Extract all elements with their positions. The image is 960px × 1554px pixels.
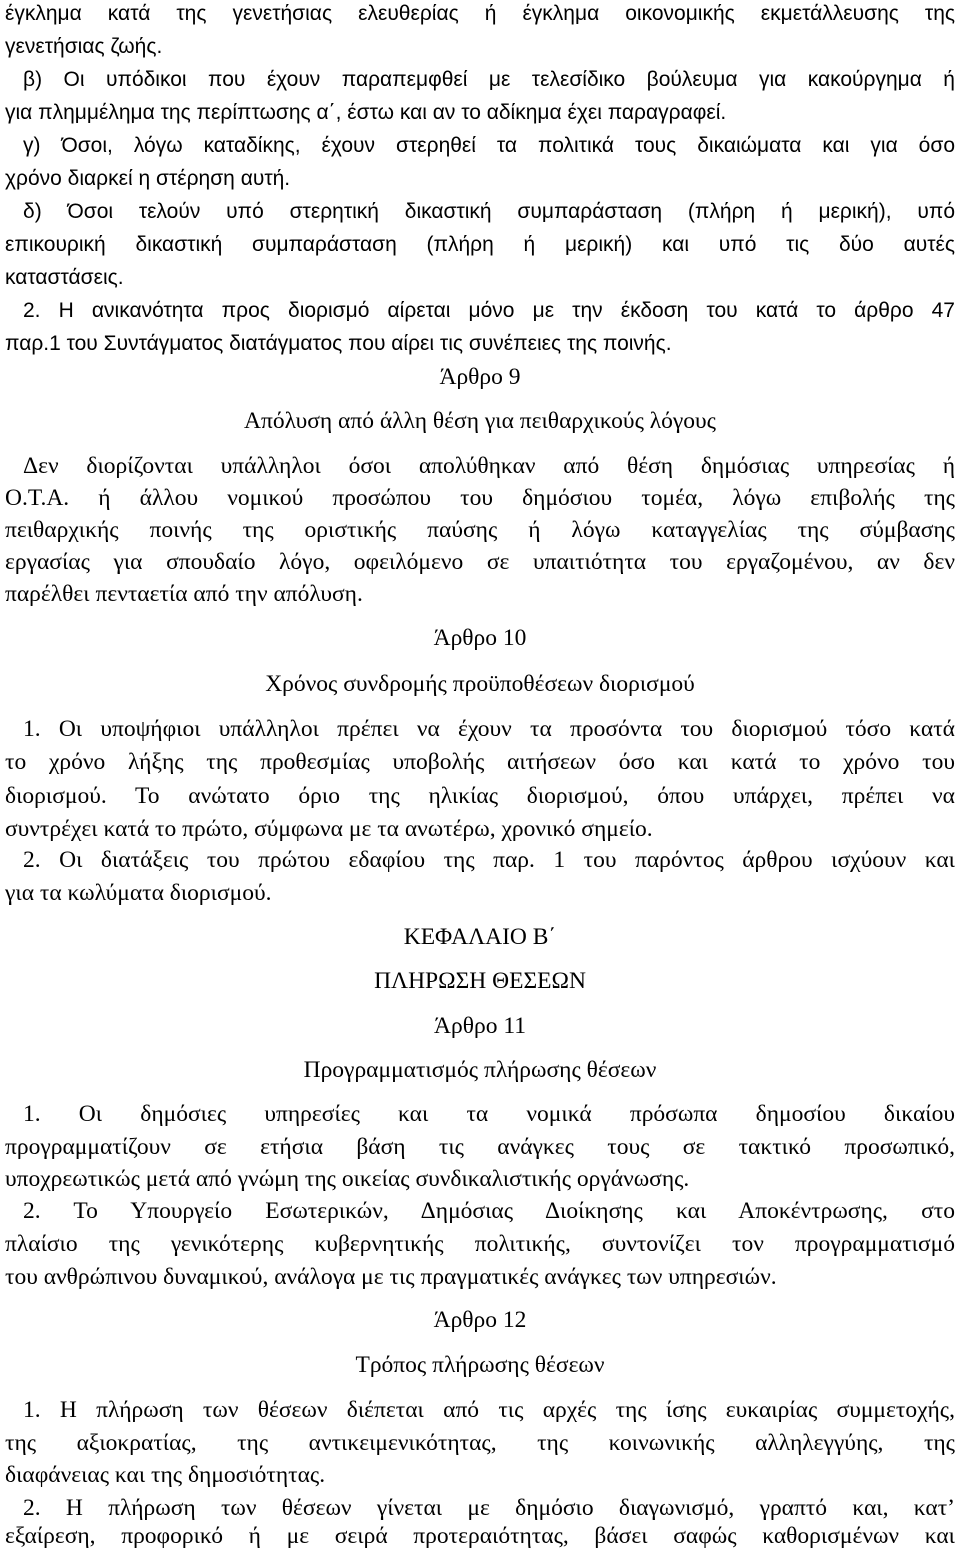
article-10-text-line: συντρέχει κατά το πρώτο, σύμφωνα με τα ανωτέρω, χρονικό σημείο. bbox=[5, 816, 653, 842]
article-11-text-line: προγραμματίζουν σε ετήσια βάση τις ανάγκες τους σε τακτικό προσωπικό, bbox=[5, 1134, 955, 1160]
article-11-heading: Άρθρο 11 bbox=[434, 1013, 526, 1039]
paragraph-2-line: 2. Η ανικανότητα προς διορισμό αίρεται μόνο με την έκδοση του κατά το άρθρο 47 bbox=[23, 299, 955, 322]
article-9-text-line: πειθαρχικής ποινής της οριστικής παύσης ή λόγω καταγγελίας της σύμβασης bbox=[5, 517, 955, 543]
article-11-text-line: 2. Το Υπουργείο Εσωτερικών, Δημόσιας Διοίκησης και Αποκέντρωσης, στο bbox=[23, 1198, 955, 1224]
paragraph-line: έγκλημα κατά της γενετήσιας ελευθερίας ή έγκλημα οικονομικής εκμετάλλευσης της bbox=[5, 2, 955, 25]
item-d-line: καταστάσεις. bbox=[5, 266, 124, 289]
item-c-line: χρόνο διαρκεί η στέρηση αυτή. bbox=[5, 167, 291, 190]
article-11-text-line: 1. Οι δημόσιες υπηρεσίες και τα νομικά πρόσωπα δημοσίου δικαίου bbox=[23, 1101, 955, 1127]
chapter-title: ΠΛΗΡΩΣΗ ΘΕΣΕΩΝ bbox=[374, 968, 586, 994]
item-d-line: επικουρική δικαστική συμπαράσταση (πλήρη ή μερική) και υπό τις δύο αυτές bbox=[5, 233, 955, 256]
article-12-title: Τρόπος πλήρωσης θέσεων bbox=[355, 1352, 605, 1378]
article-10-text-line: για τα κωλύματα διορισμού. bbox=[5, 880, 272, 906]
paragraph-line: γενετήσιας ζωής. bbox=[5, 35, 163, 58]
article-10-text-line: 2. Οι διατάξεις του πρώτου εδαφίου της παρ. 1 του παρόντος άρθρου ισχύουν και bbox=[23, 847, 955, 873]
article-12-text-line: εξαίρεση, προφορικό ή με σειρά προτεραιότητας, βάσει σαφώς καθορισμένων και bbox=[5, 1523, 955, 1549]
article-11-title: Προγραμματισμός πλήρωσης θέσεων bbox=[303, 1057, 657, 1083]
item-d-line: δ) Όσοι τελούν υπό στερητική δικαστική συμπαράσταση (πλήρη ή μερική), υπό bbox=[23, 200, 955, 223]
article-9-heading: Άρθρο 9 bbox=[439, 364, 521, 390]
article-12-text-line: 2. Η πλήρωση των θέσεων γίνεται με δημόσιο διαγωνισμό, γραπτό και, κατ’ bbox=[23, 1495, 955, 1521]
article-10-title: Χρόνος συνδρομής προϋποθέσεων διορισμού bbox=[265, 671, 695, 697]
article-9-title: Απόλυση από άλλη θέση για πειθαρχικούς λόγους bbox=[244, 408, 716, 434]
article-9-text-line: παρέλθει πενταετία από την απόλυση. bbox=[5, 581, 363, 607]
item-c-line: γ) Όσοι, λόγω καταδίκης, έχουν στερηθεί τα πολιτικά τους δικαιώματα και για όσο bbox=[23, 134, 955, 157]
article-10-text-line: 1. Οι υποψήφιοι υπάλληλοι πρέπει να έχουν τα προσόντα του διορισμού τόσο κατά bbox=[23, 716, 955, 742]
article-12-text-line: 1. Η πλήρωση των θέσεων διέπεται από τις αρχές της ίσης ευκαιρίας συμμετοχής, bbox=[23, 1397, 955, 1423]
article-10-heading: Άρθρο 10 bbox=[433, 625, 527, 651]
article-9-text-line: Ο.Τ.Α. ή άλλου νομικού προσώπου του δημόσιου τομέα, λόγω επιβολής της bbox=[5, 485, 955, 511]
article-11-text-line: του ανθρώπινου δυναμικού, ανάλογα με τις πραγματικές ανάγκες των υπηρεσιών. bbox=[5, 1264, 777, 1290]
item-b-line: για πλημμέλημα της περίπτωσης α΄, έστω και αν το αδίκημα έχει παραγραφεί. bbox=[5, 101, 727, 124]
article-12-heading: Άρθρο 12 bbox=[433, 1307, 527, 1333]
article-12-text-line: διαφάνειας και της δημοσιότητας. bbox=[5, 1462, 326, 1488]
article-12-text-line: της αξιοκρατίας, της αντικειμενικότητας, της κοινωνικής αλληλεγγύης, της bbox=[5, 1430, 955, 1456]
item-b-line: β) Οι υπόδικοι που έχουν παραπεμφθεί με τελεσίδικο βούλευμα για κακούργημα ή bbox=[23, 68, 955, 91]
article-11-text-line: πλαίσιο της γενικότερης κυβερνητικής πολιτικής, συντονίζει τον προγραμματισμό bbox=[5, 1231, 955, 1257]
article-9-text-line: εργασίας για σπουδαίο λόγο, οφειλόμενο σε υπαιτιότητα του εργαζομένου, αν δεν bbox=[5, 549, 955, 575]
article-10-text-line: διορισμού. Το ανώτατο όριο της ηλικίας διορισμού, όπου υπάρχει, πρέπει να bbox=[5, 783, 955, 809]
chapter-number: ΚΕΦΑΛΑΙΟ Β΄ bbox=[403, 924, 557, 950]
article-9-text-line: Δεν διορίζονται υπάλληλοι όσοι απολύθηκαν από θέση δημόσιας υπηρεσίας ή bbox=[23, 453, 955, 479]
paragraph-2-line: παρ.1 του Συντάγματος διατάγματος που αίρει τις συνέπειες της ποινής. bbox=[5, 332, 672, 355]
article-10-text-line: το χρόνο λήξης της προθεσμίας υποβολής αιτήσεων όσο και κατά το χρόνο του bbox=[5, 749, 955, 775]
article-11-text-line: υποχρεωτικώς μετά από γνώμη της οικείας συνδικαλιστικής οργάνωσης. bbox=[5, 1166, 690, 1192]
